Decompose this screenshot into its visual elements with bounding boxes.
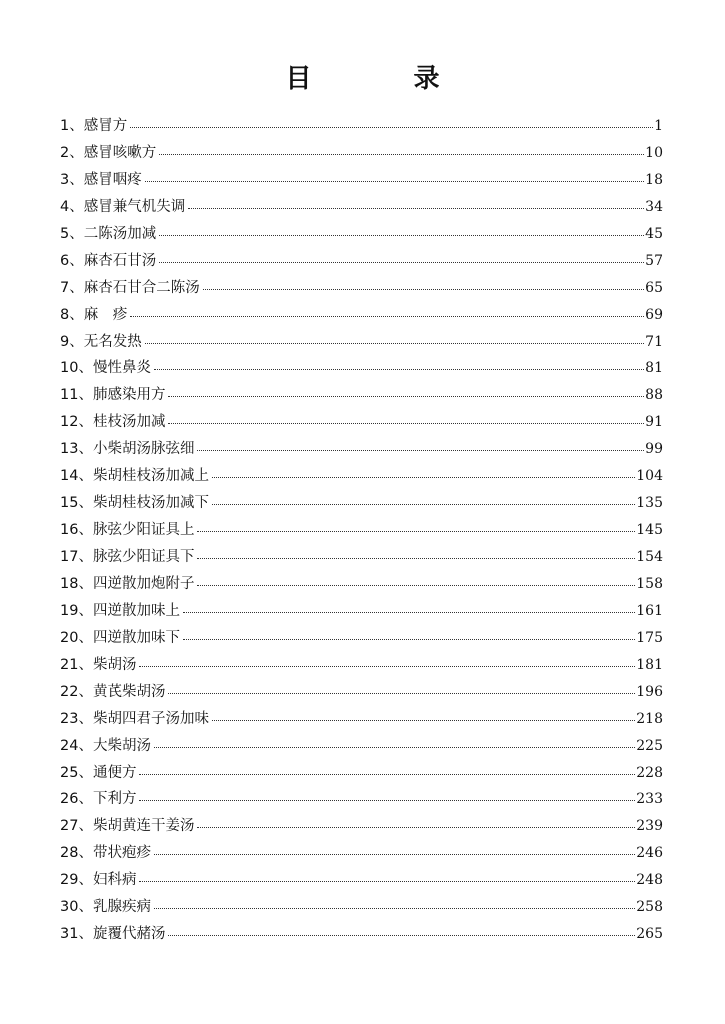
entry-title: 慢性鼻炎	[92, 360, 151, 377]
dot-leader	[139, 800, 635, 801]
dot-leader	[212, 504, 635, 505]
dot-leader	[139, 774, 635, 775]
toc-entry[interactable]	[60, 464, 663, 491]
entry-page-number: 239	[636, 818, 663, 835]
entry-number: 1、	[60, 118, 84, 134]
entry-page-number: 248	[636, 872, 663, 889]
entry-number: 27、	[60, 818, 93, 835]
toc-entry[interactable]	[60, 895, 663, 922]
dot-leader	[145, 181, 644, 182]
entry-title: 麻 疹	[83, 306, 128, 323]
dot-leader	[159, 154, 644, 155]
entry-number: 24、	[60, 737, 93, 754]
dot-leader	[188, 208, 644, 209]
toc-entry[interactable]	[60, 356, 663, 383]
toc-entry[interactable]	[60, 141, 663, 168]
entry-number: 7、	[60, 279, 84, 296]
entry-title: 桂枝汤加减	[92, 414, 166, 431]
entry-page-number: 65	[645, 279, 663, 296]
entry-page-number: 71	[645, 333, 663, 350]
entry-number: 20、	[60, 629, 93, 646]
entry-number: 26、	[60, 791, 93, 808]
toc-entry[interactable]	[60, 572, 663, 599]
entry-number: 13、	[60, 441, 93, 458]
entry-number: 16、	[60, 522, 93, 539]
entry-title: 感冒咽疼	[83, 171, 142, 188]
entry-page-number: 99	[645, 441, 663, 458]
entry-number: 18、	[60, 575, 93, 592]
entry-title: 四逆散加味上	[92, 602, 180, 619]
toc-entry[interactable]	[60, 168, 663, 195]
entry-page-number: 45	[645, 225, 663, 242]
entry-page-number: 88	[645, 387, 663, 404]
dot-leader	[203, 289, 644, 290]
entry-title: 通便方	[92, 764, 137, 781]
entry-title: 二陈汤加减	[83, 225, 157, 242]
entry-title: 柴胡汤	[92, 656, 137, 673]
entry-number: 14、	[60, 468, 93, 485]
toc-entry[interactable]	[60, 707, 663, 734]
dot-leader	[168, 935, 635, 936]
dot-leader	[130, 316, 644, 317]
entry-number: 4、	[60, 198, 84, 215]
entry-page-number: 196	[636, 683, 663, 700]
entry-number: 8、	[60, 306, 84, 323]
entry-page-number: 258	[636, 899, 663, 916]
entry-page-number: 265	[636, 926, 663, 943]
entry-page-number: 69	[645, 306, 663, 323]
entry-title: 带状疱疹	[92, 845, 151, 862]
dot-leader	[168, 423, 644, 424]
dot-leader	[197, 558, 635, 559]
entry-page-number: 104	[636, 468, 663, 485]
entry-title: 柴胡四君子汤加味	[92, 710, 209, 727]
toc-entry[interactable]	[60, 303, 663, 330]
dot-leader	[154, 747, 635, 748]
dot-leader	[197, 450, 644, 451]
toc-entry[interactable]	[60, 383, 663, 410]
entry-title: 麻杏石甘合二陈汤	[83, 279, 200, 296]
entry-title: 黄芪柴胡汤	[92, 683, 166, 700]
dot-leader	[145, 343, 644, 344]
dot-leader	[130, 127, 653, 128]
toc-entry[interactable]	[60, 868, 663, 895]
dot-leader	[197, 531, 635, 532]
toc-entry[interactable]	[60, 491, 663, 518]
entry-page-number: 218	[636, 710, 663, 727]
toc-entry[interactable]	[60, 841, 663, 868]
entry-number: 17、	[60, 549, 93, 565]
entry-number: 10、	[60, 360, 93, 377]
entry-page-number: 34	[645, 198, 663, 215]
dot-leader	[154, 908, 635, 909]
toc-entry[interactable]	[60, 787, 663, 814]
toc-entry[interactable]	[60, 410, 663, 437]
entry-title: 大柴胡汤	[92, 737, 151, 754]
entry-number: 12、	[60, 414, 93, 431]
dot-leader	[154, 369, 644, 370]
entry-number: 19、	[60, 602, 93, 619]
entry-title: 感冒兼气机失调	[83, 198, 186, 215]
entry-page-number: 154	[636, 549, 663, 565]
entry-page-number: 135	[636, 495, 663, 512]
entry-number: 5、	[60, 225, 84, 242]
dot-leader	[139, 666, 635, 667]
dot-leader	[159, 262, 644, 263]
entry-number: 22、	[60, 683, 93, 700]
dot-leader	[139, 881, 635, 882]
dot-leader	[183, 612, 635, 613]
entry-page-number: 57	[645, 252, 663, 269]
toc-entry[interactable]	[60, 653, 663, 680]
entry-page-number: 10	[645, 144, 663, 161]
entry-title: 乳腺疾病	[92, 899, 151, 916]
table-of-contents	[60, 114, 663, 949]
entry-number: 30、	[60, 899, 93, 916]
toc-entry[interactable]	[60, 249, 663, 276]
entry-page-number: 228	[636, 764, 663, 781]
entry-title: 脉弦少阳证具上	[92, 522, 195, 539]
toc-entry[interactable]	[60, 545, 663, 572]
toc-entry[interactable]	[60, 222, 663, 249]
entry-number: 9、	[60, 333, 84, 350]
entry-title: 柴胡黄连干姜汤	[92, 818, 195, 835]
entry-page-number: 246	[636, 845, 663, 862]
entry-title: 四逆散加味下	[92, 629, 180, 646]
entry-number: 15、	[60, 495, 93, 512]
entry-title: 麻杏石甘汤	[83, 252, 157, 269]
entry-title: 柴胡桂枝汤加减下	[92, 495, 209, 512]
entry-title: 肺感染用方	[92, 387, 166, 404]
dot-leader	[212, 720, 635, 721]
dot-leader	[197, 827, 635, 828]
toc-entry[interactable]	[60, 518, 663, 545]
entry-number: 31、	[60, 926, 93, 943]
toc-entry[interactable]	[60, 330, 663, 357]
entry-page-number: 91	[645, 414, 663, 431]
dot-leader	[154, 854, 635, 855]
entry-title: 小柴胡汤脉弦细	[92, 441, 195, 458]
entry-page-number: 158	[636, 575, 663, 592]
entry-number: 11、	[60, 387, 93, 404]
toc-entry[interactable]	[60, 734, 663, 761]
entry-title: 下利方	[92, 791, 137, 808]
entry-page-number: 145	[636, 522, 663, 539]
entry-number: 6、	[60, 252, 84, 269]
entry-number: 21、	[60, 656, 93, 673]
entry-title: 旋覆代赭汤	[92, 926, 166, 943]
dot-leader	[212, 477, 635, 478]
entry-page-number: 81	[645, 360, 663, 377]
dot-leader	[168, 396, 644, 397]
entry-title: 柴胡桂枝汤加减上	[92, 468, 209, 485]
toc-entry[interactable]	[60, 114, 663, 141]
toc-entry[interactable]	[60, 922, 663, 949]
entry-title: 妇科病	[92, 872, 137, 889]
entry-title: 感冒咳嗽方	[83, 144, 157, 161]
toc-entry[interactable]	[60, 276, 663, 303]
dot-leader	[159, 235, 644, 236]
entry-title: 四逆散加炮附子	[92, 575, 195, 592]
entry-page-number: 18	[645, 171, 663, 188]
entry-title: 感冒方	[83, 118, 128, 134]
entry-title: 无名发热	[83, 333, 142, 350]
toc-entry[interactable]	[60, 437, 663, 464]
dot-leader	[168, 693, 635, 694]
entry-page-number: 225	[636, 737, 663, 754]
entry-page-number: 181	[636, 656, 663, 673]
toc-entry[interactable]	[60, 761, 663, 788]
toc-entry[interactable]	[60, 599, 663, 626]
dot-leader	[197, 585, 635, 586]
entry-page-number: 161	[636, 602, 663, 619]
toc-entry[interactable]	[60, 814, 663, 841]
entry-page-number: 233	[636, 791, 663, 808]
toc-entry[interactable]	[60, 195, 663, 222]
toc-entry[interactable]	[60, 680, 663, 707]
entry-title: 脉弦少阳证具下	[92, 549, 195, 565]
entry-number: 3、	[60, 171, 84, 188]
entry-number: 29、	[60, 872, 93, 889]
dot-leader	[183, 639, 635, 640]
entry-number: 25、	[60, 764, 93, 781]
page-title: 目 录	[285, 64, 478, 94]
toc-entry[interactable]	[60, 626, 663, 653]
entry-number: 23、	[60, 710, 93, 727]
entry-page-number: 175	[636, 629, 663, 646]
entry-number: 28、	[60, 845, 93, 862]
entry-page-number: 1	[654, 118, 663, 134]
entry-number: 2、	[60, 144, 84, 161]
